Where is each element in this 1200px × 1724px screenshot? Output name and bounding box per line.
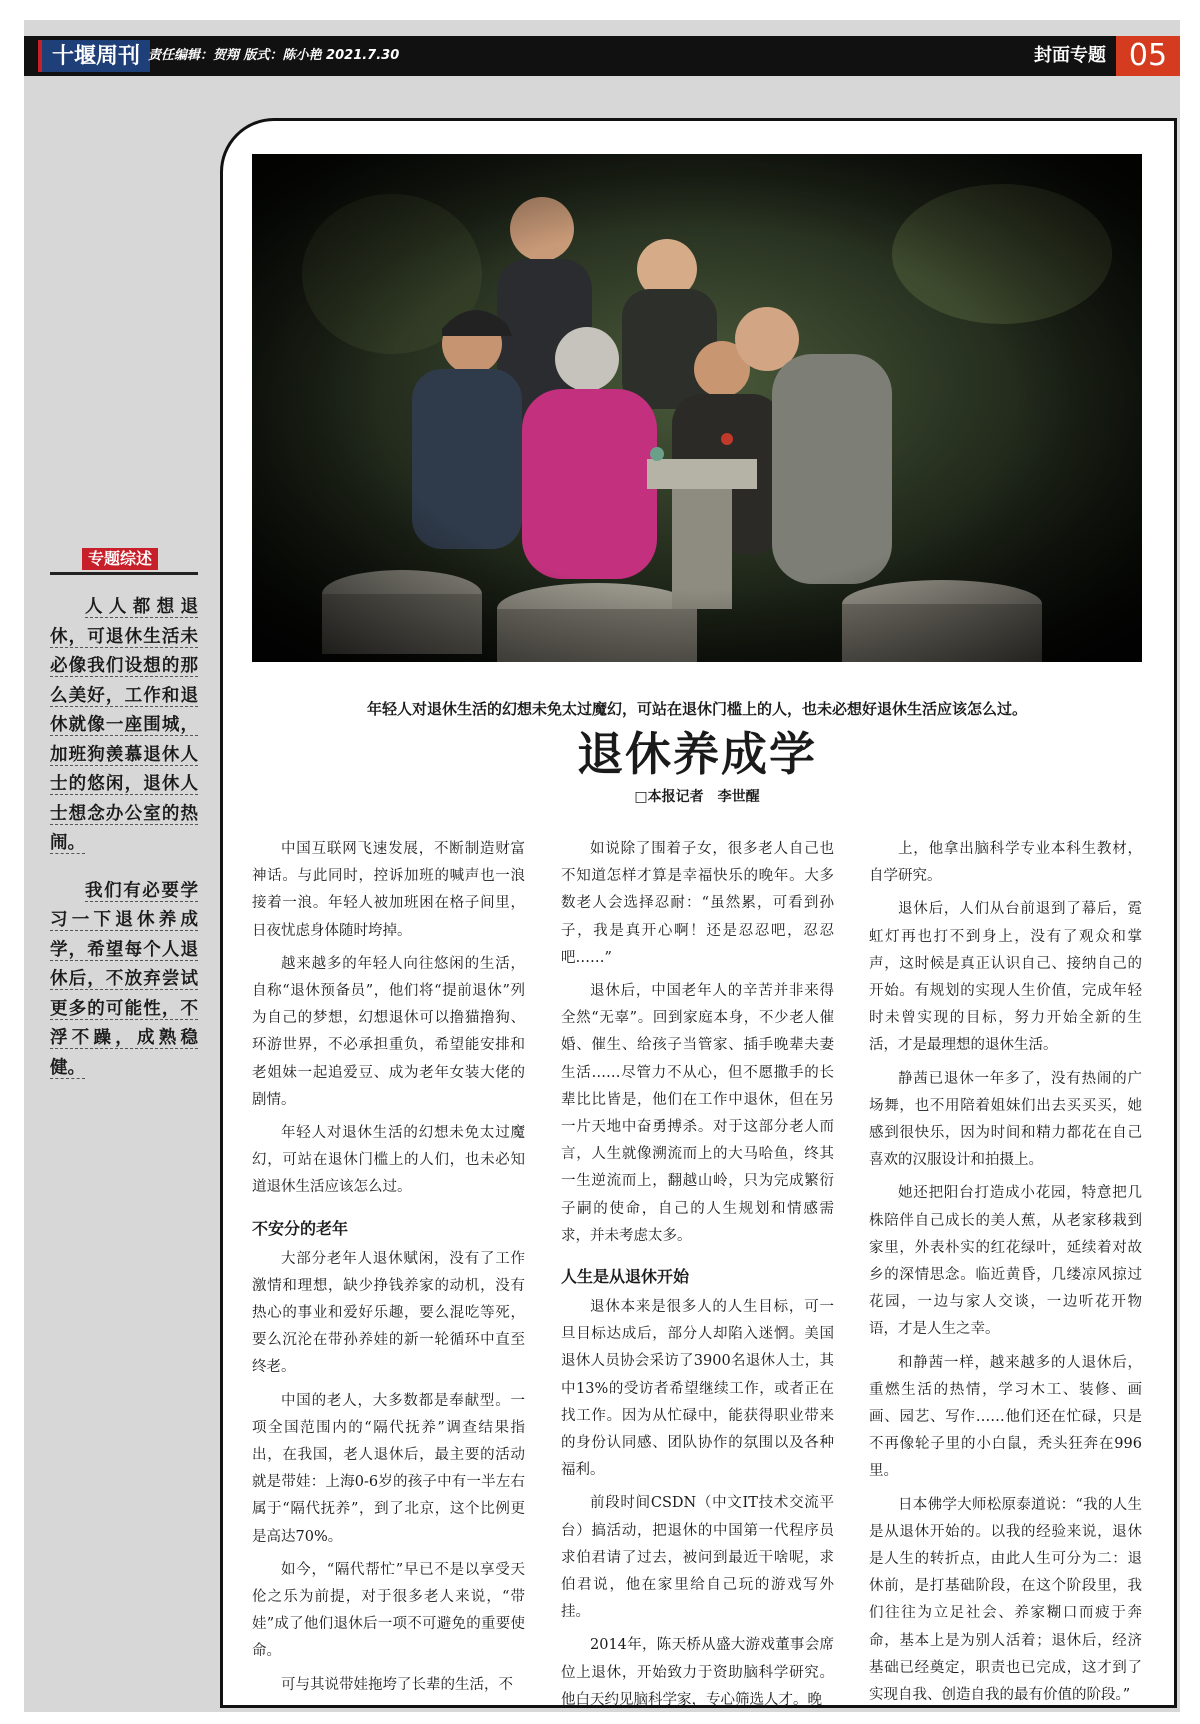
sidebar-paragraph: 人人都想退休，可退休生活未必像我们设想的那么美好，工作和退休就像一座围城，加班狗羡慕退休人士的悠闲，退休人士想念办公室的热闹。	[50, 597, 198, 853]
body-paragraph: 前段时间CSDN（中文IT技术交流平台）搞活动，把退休的中国第一代程序员求伯君请了过去，被问到最近干啥呢，求伯君说，他在家里给自己玩的游戏写外挂。	[561, 1495, 834, 1621]
cover-photo	[252, 154, 1142, 662]
body-paragraph: 静茜已退休一年多了，没有热闹的广场舞，也不用陪着姐妹们出去买买买，她感到很快乐，因为时间和精力都花在自己喜欢的汉服设计和拍摄上。	[869, 1070, 1142, 1169]
article-column-1	[252, 836, 525, 1705]
sidebar-tag-rule	[50, 548, 198, 575]
body-paragraph: 2014年，陈天桥从盛大游戏董事会席位上退休，开始致力于资助脑科学研究。他白天约见脑科学家，专心筛选人才。晚	[561, 1637, 834, 1708]
article-column-2	[561, 836, 834, 1720]
masthead-logo: 十堰周刊	[38, 40, 150, 72]
body-paragraph: 可与其说带娃拖垮了长辈的生活，不	[281, 1676, 513, 1693]
photo-caption: 年轻人对退休生活的幻想未免太过魔幻，可站在退休门槛上的人，也未必想好退休生活应该怎么过。	[366, 700, 1027, 718]
body-paragraph: 年轻人对退休生活的幻想未免太过魔幻，可站在退休门槛上的人们，也未必知道退休生活应该怎么过。	[252, 1125, 525, 1196]
body-paragraph: 越来越多的年轻人向往悠闲的生活，自称“退休预备员”，他们将“提前退休”列为自己的梦想，幻想退休可以撸猫撸狗、环游世界，不必承担重负，希望能安排和老姐妹一起追爱豆、成为老年女装大佬的剧情。	[252, 955, 525, 1108]
body-paragraph: 上，他拿出脑科学专业本科生教材，自学研究。	[869, 841, 1142, 885]
article-column-3	[869, 836, 1142, 1715]
article-title: 退休养成学	[577, 727, 817, 781]
sidebar-tag: 专题综述	[82, 548, 158, 570]
body-paragraph: 大部分老年人退休赋闲，没有了工作激情和理想，缺少挣钱养家的动机，没有热心的事业和爱好乐趣，要么混吃等死，要么沉沦在带孙养娃的新一轮循环中直至终老。	[252, 1250, 525, 1376]
body-paragraph: 和静茜一样，越来越多的人退休后，重燃生活的热情，学习木工、装修、画画、园艺、写作……他们还在忙碌，只是不再像轮子里的小白鼠，秃头狂奔在996里。	[869, 1354, 1142, 1480]
body-paragraph: 如说除了围着子女，很多老人自己也不知道怎样才算是幸福快乐的晚年。大多数老人会选择忍耐：“虽然累，可看到孙子，我是真开心啊！还是忍忍吧，忍忍吧……”	[561, 841, 834, 966]
body-paragraph: 她还把阳台打造成小花园，特意把几株陪伴自己成长的美人蕉，从老家移栽到家里，外表朴实的红花绿叶，延续着对故乡的深情思念。临近黄昏，几缕凉风掠过花园，一边与家人交谈，一边听花开物语，才是人生之幸。	[869, 1185, 1142, 1338]
section-title: 封面专题	[1034, 45, 1106, 66]
subheading: 人生是从退休开始	[561, 1267, 690, 1287]
editor-credits: 责任编辑：贺翔 版式：陈小艳 2021.7.30	[148, 48, 400, 63]
body-paragraph: 退休后，中国老年人的辛苦并非来得全然“无辜”。回到家庭本身，不少老人催婚、催生、给孩子当管家、插手晚辈夫妻生活……尽管力不从心，但不愿撒手的长辈比比皆是，他们在工作中退休，但在另一片天地中奋勇搏杀。对于这部分老人而言，人生就像溯流而上的大马哈鱼，终其一生逆流而上，翻越山岭，只为完成繁衍子嗣的使命，自己的人生规划和情感需求，并未考虑太多。	[561, 983, 834, 1244]
body-paragraph: 日本佛学大师松原泰道说：“我的人生是从退休开始的。以我的经验来说，退休是人生的转折点，由此人生可分为二：退休前，是打基础阶段，在这个阶段里，我们往往为立足社会、养家糊口而疲于奔命，基本上是为别人活着；退休后，经济基础已经奠定，职责也已完成，这才到了实现自我、创造自我的最有价值的阶段。”	[869, 1496, 1142, 1704]
body-paragraph: 中国的老人，大多数都是奉献型。一项全国范围内的“隔代抚养”调查结果指出，在我国，老人退休后，最主要的活动就是带娃：上海0-6岁的孩子中有一半左右属于“隔代抚养”，到了北京，这个比例更是高达70%。	[252, 1392, 525, 1545]
sidebar-paragraph: 我们有必要学习一下退休养成学，希望每个人退休后，不放弃尝试更多的可能性，不浮不躁，成熟稳健。	[50, 880, 198, 1078]
body-paragraph: 中国互联网飞速发展，不断制造财富神话。与此同时，控诉加班的喊声也一浪接着一浪。年轻人被加班困在格子间里，日夜忧虑身体随时垮掉。	[252, 841, 525, 939]
sidebar-summary	[50, 548, 198, 1083]
body-paragraph: 退休本来是很多人的人生目标，可一旦目标达成后，部分人却陷入迷惘。美国退休人员协会采访了3900名退休人士，其中13%的受访者希望继续工作，或者正在找工作。因为从忙碌中，能获得职业带来的身份认同感、团队协作的氛围以及各种福利。	[561, 1299, 834, 1479]
subheading: 不安分的老年	[252, 1218, 349, 1238]
body-paragraph: 退休后，人们从台前退到了幕后，霓虹灯再也打不到身上，没有了观众和掌声，这时候是真正认识自己、接纳自己的开始。有规划的实现人生价值，完成年轻时未曾实现的目标，努力开始全新的生活，才是最理想的退休生活。	[869, 901, 1142, 1054]
page-header	[24, 36, 1180, 76]
page-number: 05	[1116, 36, 1180, 76]
article-byline: □本报记者 李世醒	[634, 789, 760, 805]
body-paragraph: 如今，“隔代帮忙”早已不是以享受天伦之乐为前提，对于很多老人来说，“带娃”成了他们退休后一项不可避免的重要使命。	[252, 1561, 525, 1660]
